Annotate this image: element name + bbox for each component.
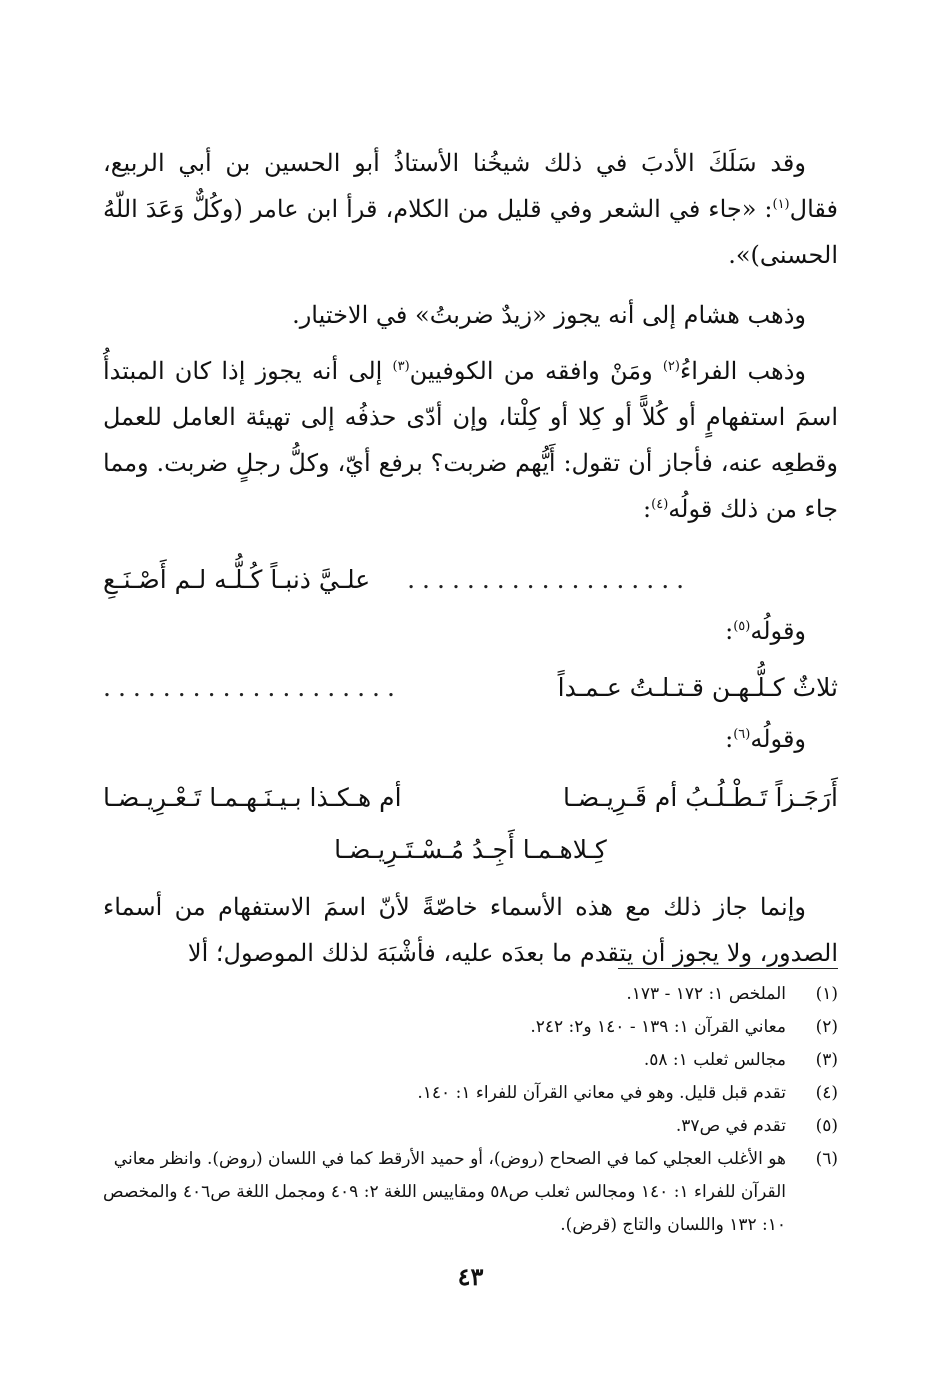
- verse-3-intro: [103, 716, 838, 762]
- footnote-2-text: معاني القرآن ١: ١٣٩ - ١٤٠ و٢: ٢٤٢.: [530, 1017, 786, 1037]
- footnote-3-number: (٣): [815, 1050, 838, 1070]
- paragraph-1-text-a: وقد سَلَكَ الأدبَ في ذلك شيخُنا الأستاذُ أبو الحسين بن أبي الربيع، فقال: [103, 149, 838, 223]
- footnote-separator: [618, 968, 838, 969]
- page-number: ٤٣: [457, 1262, 484, 1291]
- footnote-ref-4: (٤): [651, 497, 669, 512]
- verse-3-intro-colon: :: [725, 725, 734, 753]
- footnote-2-number: (٢): [815, 1017, 838, 1037]
- paragraph-3-text-d: :: [643, 495, 652, 523]
- verse-2-hemistich: ثلاثٌ كـلُّـهـن قـتـلـتُ عـمـداً: [557, 673, 838, 702]
- footnote-ref-1: (١): [772, 197, 790, 212]
- footnote-5-text: تقدم في ص٣٧.: [675, 1116, 786, 1136]
- footnote-4-number: (٤): [815, 1083, 838, 1103]
- footnote-1-number: (١): [815, 984, 838, 1004]
- paragraph-2: وذهب هشام إلى أنه يجوز «زيدٌ ضربتُ» في الاختيار.: [292, 301, 806, 329]
- footnote-ref-2: (٢): [662, 359, 680, 374]
- footnote-1: [103, 978, 838, 1011]
- verse-1-elided-dots: ...................: [407, 565, 692, 594]
- paragraph-1: [103, 140, 838, 278]
- paragraph-1-text-b: : «جاء في الشعر وفي قليل من الكلام، قرأ ابن عامر (وكُلٌّ وَعَدَ اللّهُ الحسنى)».: [103, 195, 838, 269]
- paragraph-3-text-b: ومَنْ وافقه من الكوفيين: [409, 357, 663, 385]
- footnote-4-text: تقدم قبل قليل. وهو في معاني القرآن للفراء ١: ١٤٠.: [417, 1083, 786, 1103]
- verse-3-first-hemistich: أَرَجَـزاً تَـطْـلُـبُ أم قَـرِيـضـا: [562, 783, 838, 812]
- verse-1-hemistich: علـيَّ ذنبـاً كُـلُّـه لـم أَصْـنَـعِ: [103, 565, 371, 594]
- verse-2: [103, 660, 838, 716]
- verse-3-line-1: [103, 770, 838, 826]
- verse-2-elided-dots: ....................: [103, 673, 402, 702]
- footnote-1-text: الملخص ١: ١٧٢ - ١٧٣.: [626, 984, 786, 1004]
- footnote-3: [103, 1044, 838, 1077]
- footnote-5: [103, 1110, 838, 1143]
- verse-2-intro-colon: :: [725, 617, 734, 645]
- verse-3-intro-text: وقولُه: [750, 725, 806, 753]
- footnote-ref-5: (٥): [733, 619, 751, 634]
- footnote-6: [103, 1143, 838, 1242]
- footnote-6-number: (٦): [815, 1149, 838, 1169]
- paragraph-3-text-a: وذهب الفراءُ: [679, 357, 806, 385]
- main-text: [103, 0, 838, 976]
- footnote-5-number: (٥): [815, 1116, 838, 1136]
- footnotes: [103, 978, 838, 1242]
- footnote-6-text: هو الأغلب العجلي كما في الصحاح (روض)، أو حميد الأرقط كما في اللسان (روض). وانظر معاني القرآن للفراء ١: ١٤٠ ومجالس ثعلب ص٥٨ ومقاييس اللغة ٢: ٤٠٩ ومجمل اللغة ص٤٠٦ والمخصص ١٠: ١٣٢ واللسان والتاج (قرض).: [103, 1149, 786, 1235]
- paragraph-3-text-c: إلى أنه يجوز إذا كان المبتدأُ اسمَ استفهامٍ أو كُلاًّ أو كِلا أو كِلْتا، وإن أدّى حذفُه إلى تهيئة العامل للعمل وقطعِه عنه، فأجاز أن تقول: أَيُّهم ضربت؟ برفع أيّ، وكلُّ رجلٍ ضربت. ومما جاء من ذلك قولُه: [103, 357, 838, 523]
- verse-3-second-hemistich: أم هـكـذا بـيـنَـهـمـا تَـعْـرِيـضـا: [103, 783, 402, 812]
- verse-3-line-2: كِـلاهـمـا أَجِـدُ مُـسْـتَـرِيـضـا: [334, 835, 607, 864]
- verse-2-intro: [103, 608, 838, 654]
- footnote-ref-6: (٦): [733, 727, 751, 742]
- footnote-2: [103, 1011, 838, 1044]
- paragraph-4: وإنما جاز ذلك مع هذه الأسماء خاصّةً لأنّ اسمَ الاستفهام من أسماء الصدور، ولا يجوز أن يتقدم ما بعدَه عليه، فأشْبَهَ لذلك الموصول؛ ألا: [103, 893, 838, 967]
- footnote-3-text: مجالس ثعلب ١: ٥٨.: [643, 1050, 786, 1070]
- verse-2-intro-text: وقولُه: [750, 617, 806, 645]
- footnote-ref-3: (٣): [392, 359, 410, 374]
- paragraph-3: [103, 348, 838, 532]
- footnote-4: [103, 1077, 838, 1110]
- verse-1: [103, 552, 838, 608]
